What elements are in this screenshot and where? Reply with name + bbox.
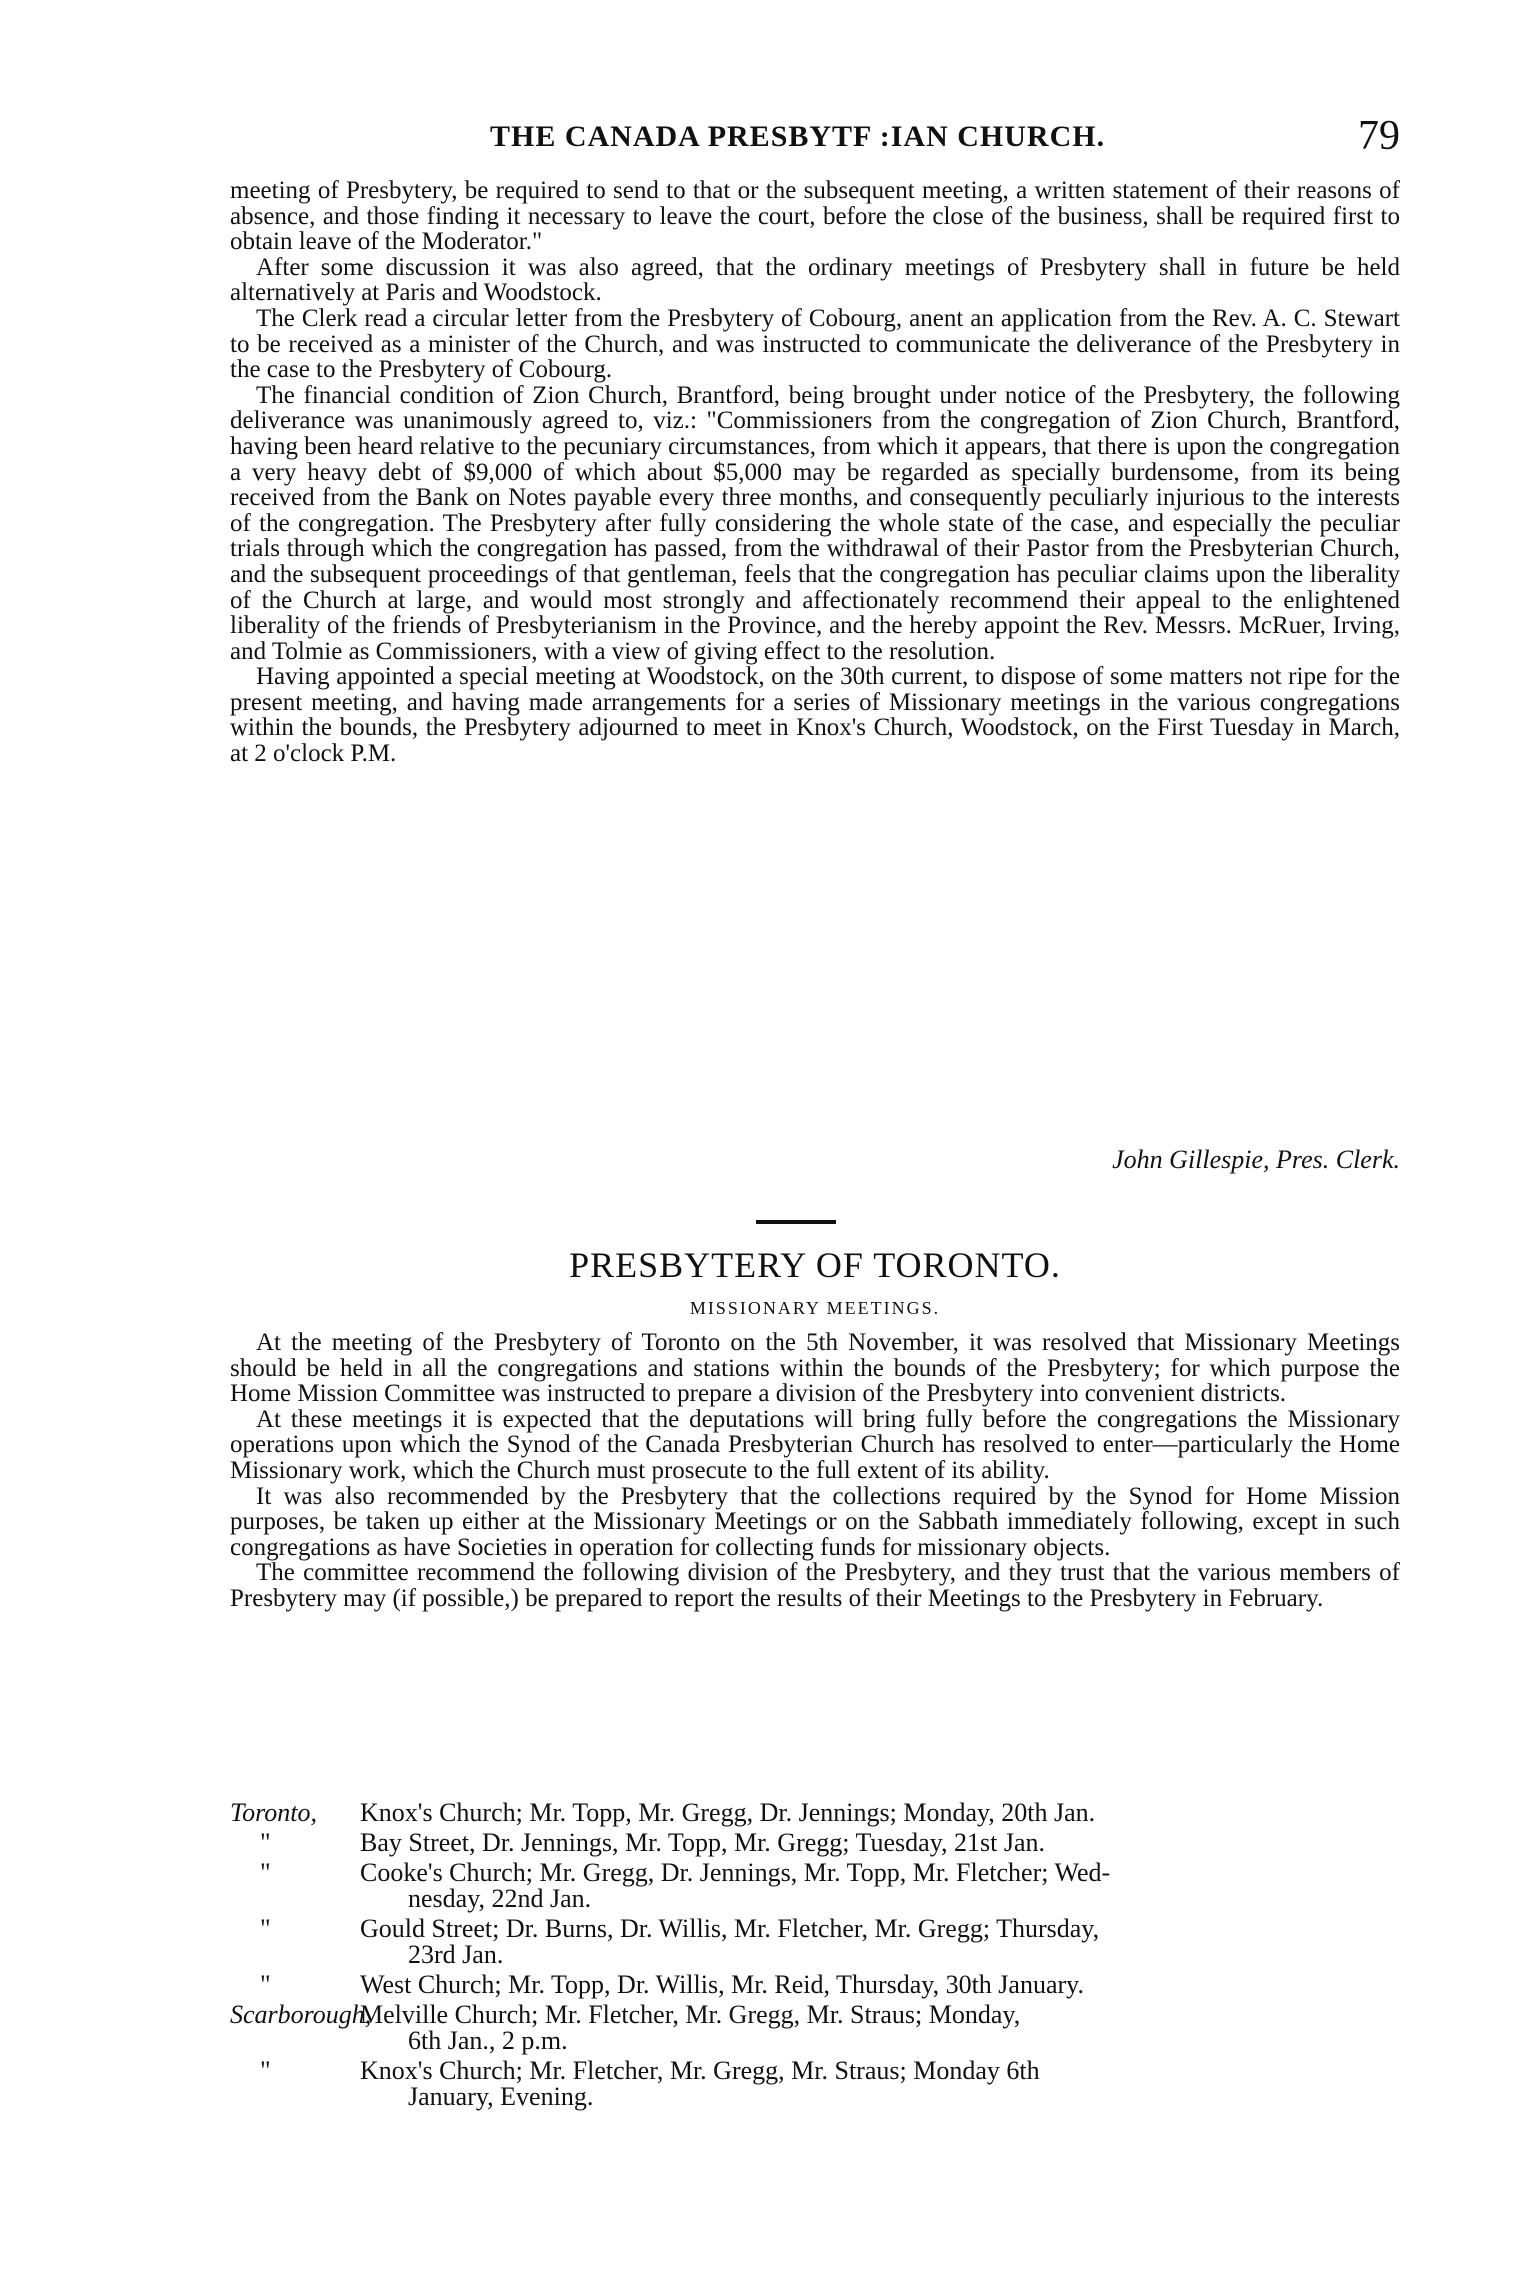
- paragraph: Having appointed a special meeting at Woodstock, on the 30th current, to dispose of some matters not ripe for the present meeting, and having made arrangements for a series of Missionary meetings in the various congregations within the bounds, the Presbytery adjourned to meet in Knox's Church, Woodstock, on the First Tuesday in March, at 2 o'clock P.M.: [230, 663, 1400, 768]
- ditto-mark: ": [260, 1858, 271, 1887]
- ditto-mark: ": [260, 1914, 271, 1943]
- paragraph: The committee recommend the following division of the Presbytery, and they trust that the various members of Presbytery may (if possible,) be prepared to report the results of their Meetings to the Presbytery in February.: [230, 1559, 1400, 1612]
- schedule-text: Bay Street, Dr. Jennings, Mr. Topp, Mr. Gregg; Tuesday, 21st Jan.: [360, 1828, 1046, 1857]
- schedule-continuation: nesday, 22nd Jan.: [408, 1884, 592, 1913]
- paragraph: The financial condition of Zion Church, Brantford, being brought under notice of the Presbytery, the following deliverance was unanimously agreed to, viz.: "Commissioners from the congregation of Zion Church, Brantford, having been heard relative to the pecuniary circumstances, from which it appears, that there is upon the congregation a very heavy debt of $9,000 of which about $5,000 may be regarded as specially burdensome, from its being received from the Bank on Notes payable every three months, and consequently peculiarly injurious to the interests of the congregation. The Presbytery after fully considering the whole state of the case, and especially the peculiar trials through which the congregation has passed, from the withdrawal of their Pastor from the Presbyterian Church, and the subsequent proceedings of that gentleman, feels that the congregation has peculiar claims upon the liberality of the Church at large, and would most strongly and affectionately recommend their appeal to the enlightened liberality of the friends of Presbyterianism in the Province, and the hereby appoint the Rev. Messrs. McRuer, Irving, and Tolmie as Commissioners, with a view of giving effect to the resolution.: [230, 381, 1400, 665]
- ditto-mark: ": [260, 2056, 271, 2085]
- section-subtitle: MISSIONARY MEETINGS.: [689, 1298, 941, 1318]
- ditto-mark: ": [260, 1970, 271, 1999]
- ditto-mark: ": [260, 1828, 271, 1857]
- schedule-entry: [230, 1972, 1400, 1998]
- schedule-place: Scarborough,: [230, 2000, 372, 2029]
- schedule-entry: [230, 2002, 1400, 2054]
- paragraph: It was also recommended by the Presbytery that the collections required by the Synod for Home Mission purposes, be taken up either at the Missionary Meetings or on the Sabbath immediately following, except in such congregations as have Societies in operation for collecting funds for missionary objects.: [230, 1482, 1400, 1561]
- schedule-text: Melville Church; Mr. Fletcher, Mr. Gregg, Mr. Straus; Monday,: [360, 2000, 1021, 2029]
- schedule-text: Gould Street; Dr. Burns, Dr. Willis, Mr. Fletcher, Mr. Gregg; Thursday,: [360, 1914, 1100, 1943]
- schedule-entry: [230, 1830, 1400, 1856]
- page-number: 79: [1358, 113, 1400, 159]
- clerk-signature: John Gillespie, Pres. Clerk.: [1112, 1145, 1400, 1174]
- article-continuation: [230, 178, 1400, 767]
- schedule-entry: [230, 1800, 1400, 1826]
- paragraph: After some discussion it was also agreed, that the ordinary meetings of Presbytery shall in future be held alternatively at Paris and Woodstock.: [230, 253, 1400, 307]
- schedule-entry: [230, 1916, 1400, 1968]
- running-head: [230, 112, 1400, 172]
- paragraph: At these meetings it is expected that the deputations will bring fully before the congregations the Missionary operations upon which the Synod of the Canada Presbyterian Church has resolved to enter—particularly the Home Missionary work, which the Church must prosecute to the full extent of its ability.: [230, 1405, 1400, 1484]
- schedule-continuation: 6th Jan., 2 p.m.: [408, 2026, 568, 2055]
- schedule-entry: [230, 1860, 1400, 1912]
- schedule-text: Cooke's Church; Mr. Gregg, Dr. Jennings, Mr. Topp, Mr. Fletcher; Wed-: [360, 1858, 1111, 1887]
- schedule-continuation: 23rd Jan.: [408, 1940, 504, 1969]
- schedule-text: West Church; Mr. Topp, Dr. Willis, Mr. Reid, Thursday, 30th January.: [360, 1970, 1084, 1999]
- schedule-continuation: January, Evening.: [408, 2082, 594, 2111]
- section-title: PRESBYTERY OF TORONTO.: [569, 1245, 1061, 1285]
- section-divider: [756, 1220, 836, 1224]
- schedule-entry: [230, 2058, 1400, 2110]
- schedule-text: Knox's Church; Mr. Fletcher, Mr. Gregg, Mr. Straus; Monday 6th: [360, 2056, 1040, 2085]
- schedule-place: Toronto,: [230, 1798, 317, 1827]
- paragraph: meeting of Presbytery, be required to send to that or the subsequent meeting, a written statement of their reasons of absence, and those finding it necessary to leave the court, before the close of the business, shall be required first to obtain leave of the Moderator.": [230, 177, 1400, 256]
- paragraph: The Clerk read a circular letter from the Presbytery of Cobourg, anent an application from the Rev. A. C. Stewart to be received as a minister of the Church, and was instructed to communicate the deliverance of the Presbytery in the case to the Presbytery of Cobourg.: [230, 304, 1400, 384]
- meeting-schedule: [230, 1800, 1400, 2114]
- paragraph: At the meeting of the Presbytery of Toronto on the 5th November, it was resolved that Missionary Meetings should be held in all the congregations and stations within the bounds of the Presbytery; for which purpose the Home Mission Committee was instructed to prepare a division of the Presbytery into convenient districts.: [230, 1329, 1400, 1408]
- article-body: [230, 1330, 1400, 1612]
- running-title: THE CANADA PRESBYTF :IAN CHURCH.: [490, 120, 1106, 153]
- schedule-text: Knox's Church; Mr. Topp, Mr. Gregg, Dr. Jennings; Monday, 20th Jan.: [360, 1798, 1096, 1827]
